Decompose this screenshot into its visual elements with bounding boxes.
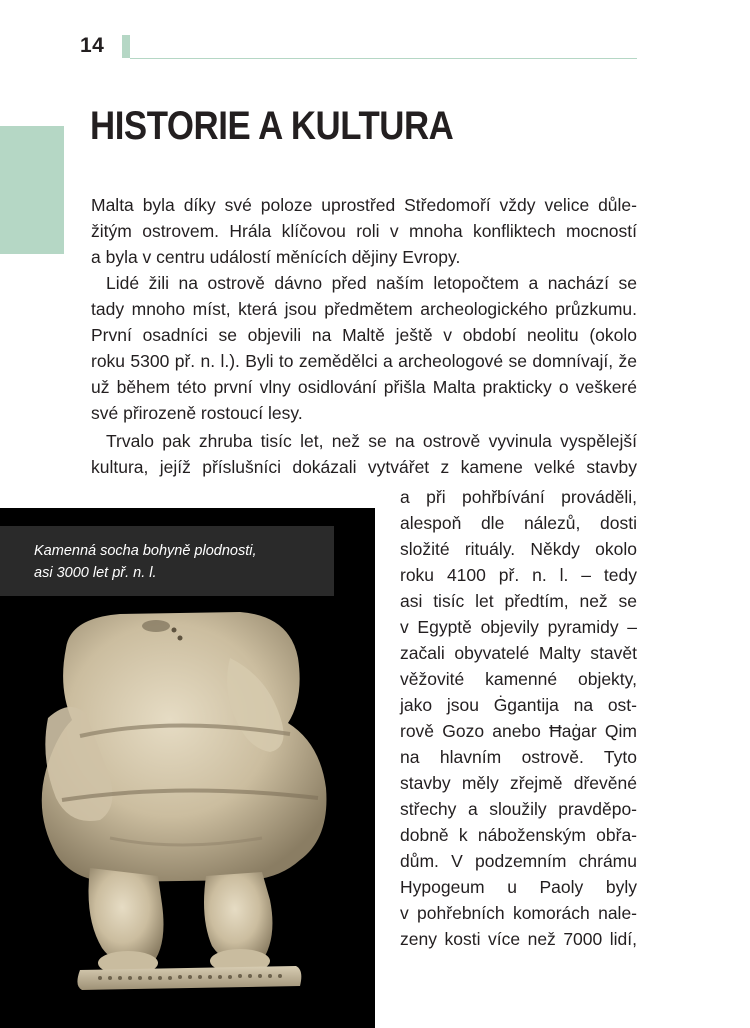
- body-line: v pohřebních komorách nale-: [400, 903, 637, 923]
- header-rule: [130, 58, 637, 59]
- body-line: zeny kosti více než 7000 lidí,: [400, 929, 637, 949]
- body-line: střechy a sloužily pravděpo-: [400, 799, 637, 819]
- body-line: Hypogeum u Paoly byly: [400, 877, 637, 897]
- body-line: alespoň dle nálezů, dosti: [400, 513, 637, 533]
- body-line: rově Gozo anebo Ħaġar Qim: [400, 721, 637, 741]
- body-line: dobně k náboženským obřa-: [400, 825, 637, 845]
- body-line: První osadníci se objevili na Maltě ještě v období neolitu (okolo: [91, 325, 637, 345]
- chapter-side-tab: [0, 126, 64, 254]
- body-line: roku 5300 př. n. l.). Byli to zemědělci a archeologové se domnívají, že: [91, 351, 637, 371]
- body-line: žitým ostrovem. Hrála klíčovou roli v mnoha konfliktech mocností: [91, 221, 637, 241]
- body-line: stavby měly zřejmě dřevěné: [400, 773, 637, 793]
- header-accent-bar: [122, 35, 130, 58]
- photo-caption: [0, 526, 334, 596]
- body-line: roku 4100 př. n. l. – tedy: [400, 565, 637, 585]
- body-line: své přirozeně rostoucí lesy.: [91, 403, 303, 423]
- body-line: začali obyvatelé Malty stavět: [400, 643, 637, 663]
- body-line: jako jsou Ġgantija na ost-: [400, 695, 637, 715]
- body-line: věžovité kamenné objekty,: [400, 669, 637, 689]
- body-line: a při pohřbívání prováděli,: [400, 487, 637, 507]
- body-line: na hlavním ostrově. Tyto: [400, 747, 637, 767]
- statue-photo: [0, 508, 375, 1028]
- body-line: a byla v centru událostí měnících dějiny Evropy.: [91, 247, 461, 267]
- body-line: už během této první vlny osidlování přišla Malta prakticky o veškeré: [91, 377, 637, 397]
- body-line: Lidé žili na ostrově dávno před naším letopočtem a nachází se: [106, 273, 637, 293]
- body-line: asi tisíc let předtím, než se: [400, 591, 637, 611]
- body-line: tady mnoho míst, která jsou předmětem archeologického průzkumu.: [91, 299, 637, 319]
- body-line: dům. V podzemním chrámu: [400, 851, 637, 871]
- body-line: v Egyptě objevily pyramidy –: [400, 617, 637, 637]
- body-line: Trvalo pak zhruba tisíc let, než se na ostrově vyvinula vyspělejší: [106, 431, 637, 451]
- body-line: složité rituály. Někdy okolo: [400, 539, 637, 559]
- body-line: Malta byla díky své poloze uprostřed Středomoří vždy velice důle-: [91, 195, 637, 215]
- caption-line: Kamenná socha bohyně plodnosti,: [34, 543, 257, 559]
- page-number: 14: [80, 34, 105, 57]
- caption-line: asi 3000 let př. n. l.: [34, 565, 157, 581]
- body-line: kultura, jejíž příslušníci dokázali vytvářet z kamene velké stavby: [91, 457, 637, 477]
- chapter-title: HISTORIE A KULTURA: [90, 104, 454, 148]
